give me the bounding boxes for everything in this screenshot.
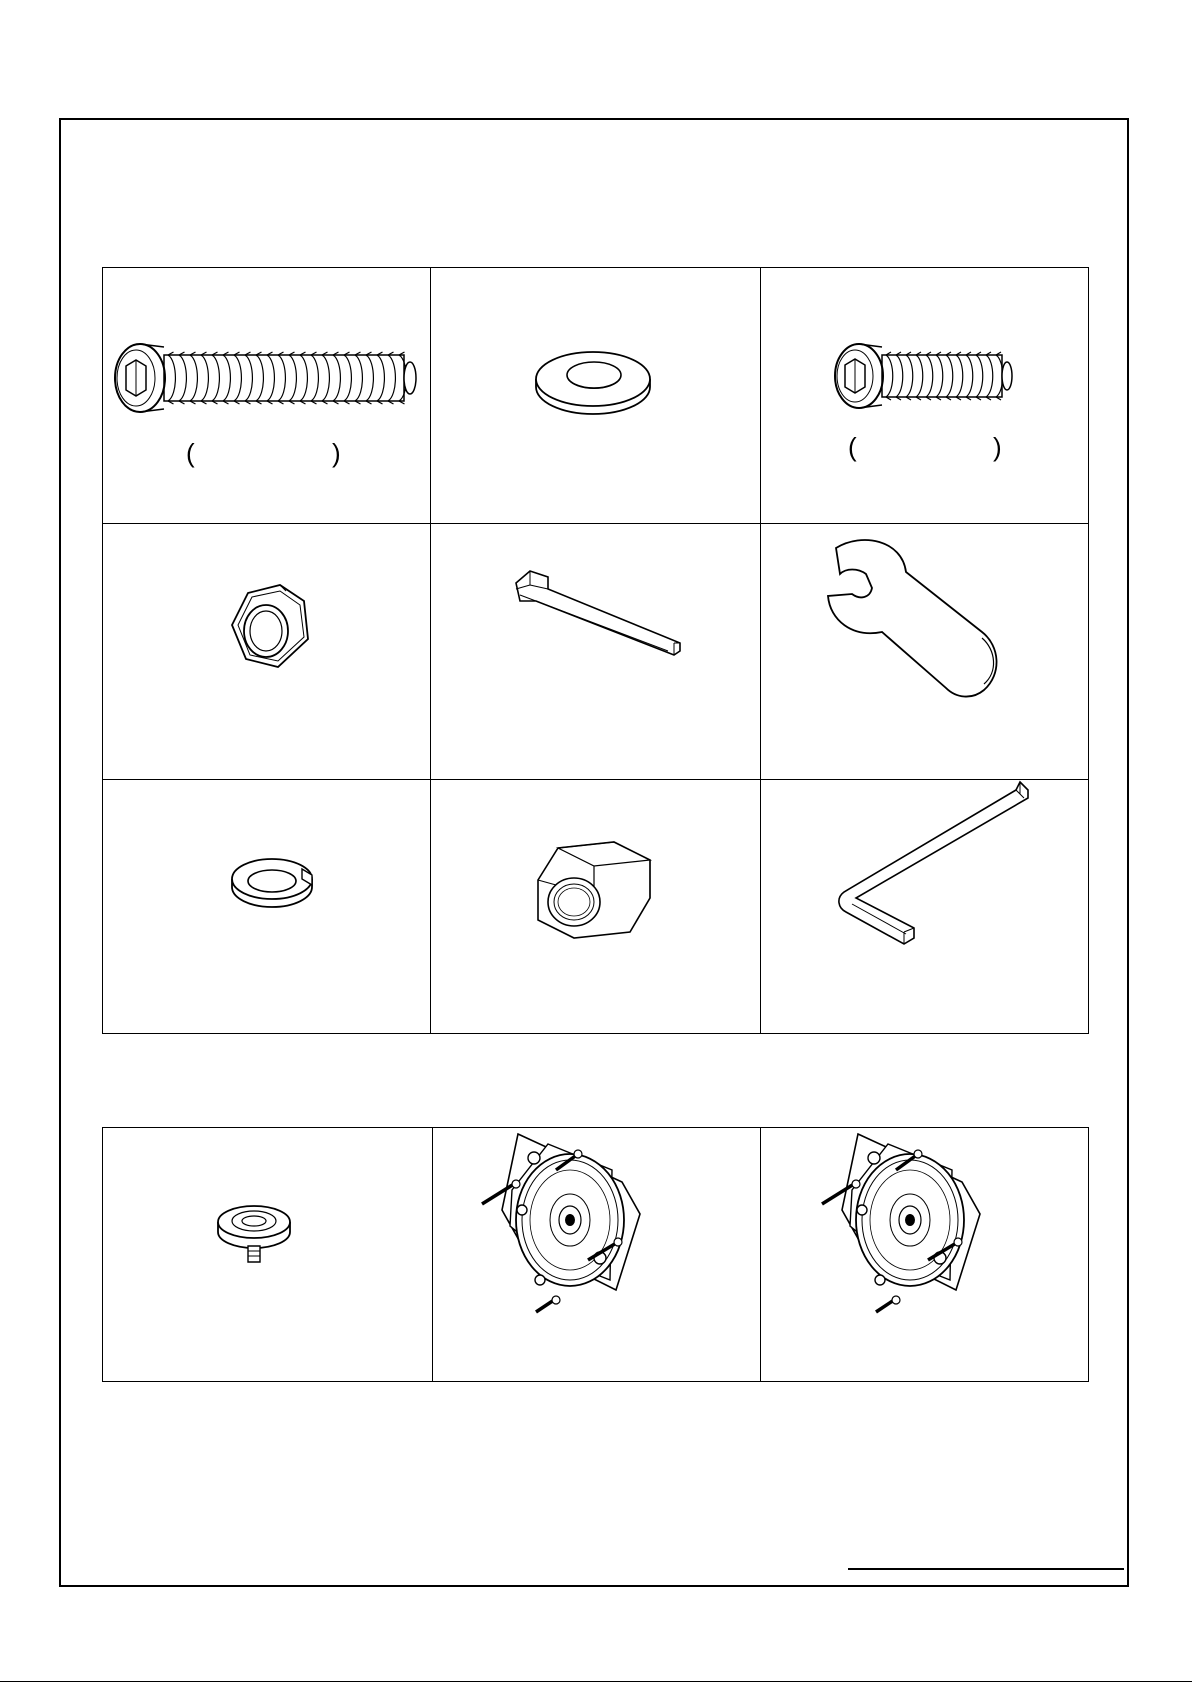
large-hex-key-icon bbox=[834, 780, 1034, 945]
long-socket-cap-screw-icon bbox=[112, 335, 422, 415]
swivel-plate-icon bbox=[492, 1130, 652, 1315]
split-lock-washer-icon bbox=[228, 855, 318, 910]
paren-close: ) bbox=[332, 438, 341, 468]
small-hex-key-icon bbox=[508, 563, 688, 658]
footer-rule bbox=[848, 1568, 1124, 1570]
swivel-plate-icon bbox=[832, 1130, 992, 1315]
large-hex-nut-icon bbox=[530, 840, 660, 940]
paren-close: ) bbox=[993, 432, 1002, 462]
short-socket-cap-screw-icon bbox=[832, 338, 1022, 410]
small-hex-nut-icon bbox=[228, 583, 318, 673]
paren-open: ( bbox=[848, 432, 857, 462]
flat-washer-icon bbox=[534, 343, 654, 418]
open-end-wrench-icon bbox=[822, 538, 1012, 703]
leveling-foot-icon bbox=[216, 1196, 296, 1266]
paren-open: ( bbox=[186, 438, 195, 468]
page-bottom-edge bbox=[0, 1681, 1192, 1682]
